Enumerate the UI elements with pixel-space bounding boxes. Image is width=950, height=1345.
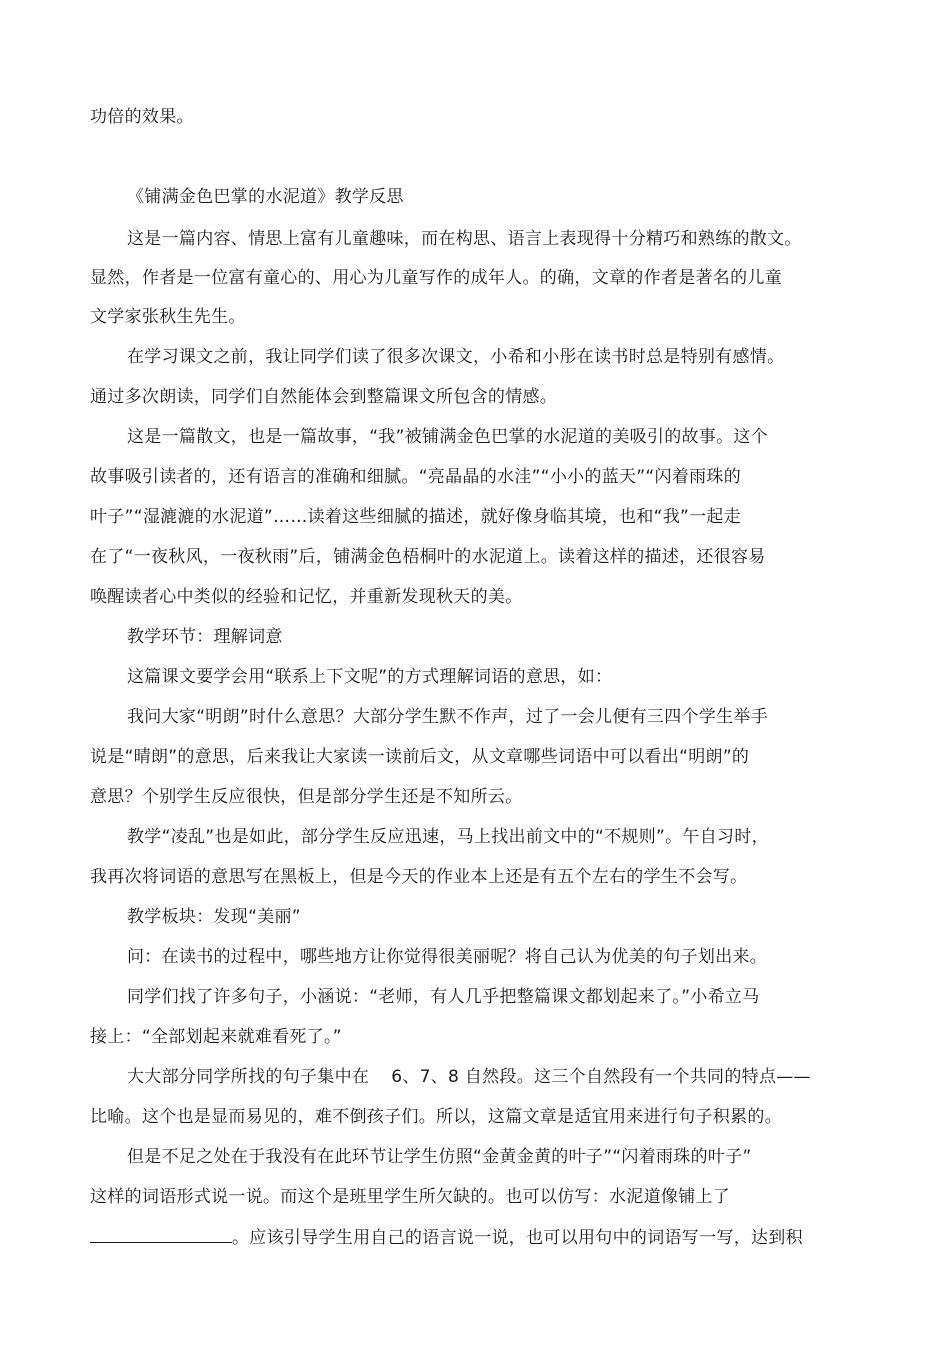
text-line: 这样的词语形式说一说。而这个是班里学生所欠缺的。也可以仿写：水泥道像铺上了 xyxy=(90,1187,731,1207)
text-line: 教学“凌乱”也是如此，部分学生反应迅速，马上找出前文中的“不规则”。午自习时， xyxy=(127,827,769,847)
text-line: 文学家张秋生先生。 xyxy=(90,307,246,327)
text-line: 我再次将词语的意思写在黑板上，但是今天的作业本上还是有五个左右的学生不会写。 xyxy=(90,867,748,887)
text-line: 问：在读书的过程中，哪些地方让你觉得很美丽呢？将自己认为优美的句子划出来。 xyxy=(127,947,768,967)
text-segment: 大大部分同学所找的句子集中在 xyxy=(127,1067,370,1087)
fill-in-blank xyxy=(90,1226,232,1243)
text-line: 在了“一夜秋风，一夜秋雨”后，铺满金色梧桐叶的水泥道上。读着这样的描述，还很容易 xyxy=(90,547,766,567)
text-line: 我问大家“明朗”时什么意思？大部分学生默不作声，过了一会儿便有三四个学生举手 xyxy=(127,707,769,727)
text-line: 说是“晴朗”的意思，后来我让大家读一读前后文，从文章哪些词语中可以看出“明朗”的 xyxy=(90,747,750,767)
text-line: 这是一篇内容、情思上富有儿童趣味，而在构思、语言上表现得十分精巧和熟练的散文。 xyxy=(127,229,802,249)
text-line: 意思？个别学生反应很快，但是部分学生还是不知所云。 xyxy=(90,787,523,807)
text-line: 同学们找了许多句子，小涵说：“老师，有人几乎把整篇课文都划起来了。”小希立马 xyxy=(127,987,760,1007)
text-line xyxy=(127,1066,811,1088)
text-line: 这篇课文要学会用“联系上下文呢”的方式理解词语的意思，如： xyxy=(127,667,613,687)
text-line: 在学习课文之前，我让同学们读了很多次课文，小希和小彤在读书时总是特别有感情。 xyxy=(127,347,785,367)
text-line: 但是不足之处在于我没有在此环节让学生仿照“金黄金黄的叶子”“闪着雨珠的叶子” xyxy=(127,1147,752,1167)
text-line: 接上：“全部划起来就难看死了。” xyxy=(90,1027,342,1047)
section-heading: 教学板块：发现“美丽” xyxy=(127,907,301,927)
section-heading: 教学环节：理解词意 xyxy=(127,627,283,647)
section-title: 《铺满金色巴掌的水泥道》教学反思 xyxy=(127,187,404,207)
text-line: 通过多次朗读，同学们自然能体会到整篇课文所包含的情感。 xyxy=(90,387,558,407)
text-line: 显然，作者是一位富有童心的、用心为儿童写作的成年人。的确，文章的作者是著名的儿童 xyxy=(90,268,782,288)
text-line: 唤醒读者心中类似的经验和记忆，并重新发现秋天的美。 xyxy=(90,587,523,607)
text-segment: 6、7、8 自然段。这三个自然段有一个共同的特点—— xyxy=(391,1067,811,1087)
text-line xyxy=(90,1226,803,1249)
text-line: 叶子”“湿漉漉的水泥道”……读着这些细腻的描述，就好像身临其境，也和“我”一起走 xyxy=(90,507,742,527)
text-line: 比喻。这个也是显而易见的，难不倒孩子们。所以，这篇文章是适宜用来进行句子积累的。 xyxy=(90,1107,782,1127)
text-line: 这是一篇散文，也是一篇故事，“我”被铺满金色巴掌的水泥道的美吸引的故事。这个 xyxy=(127,427,769,447)
text-line: 功倍的效果。 xyxy=(90,107,194,127)
text-segment: 。应该引导学生用自己的语言说一说，也可以用句中的词语写一写，达到积 xyxy=(232,1228,803,1248)
text-line: 故事吸引读者的，还有语言的准确和细腻。“亮晶晶的水洼”“小小的蓝天”“闪着雨珠的 xyxy=(90,467,742,487)
